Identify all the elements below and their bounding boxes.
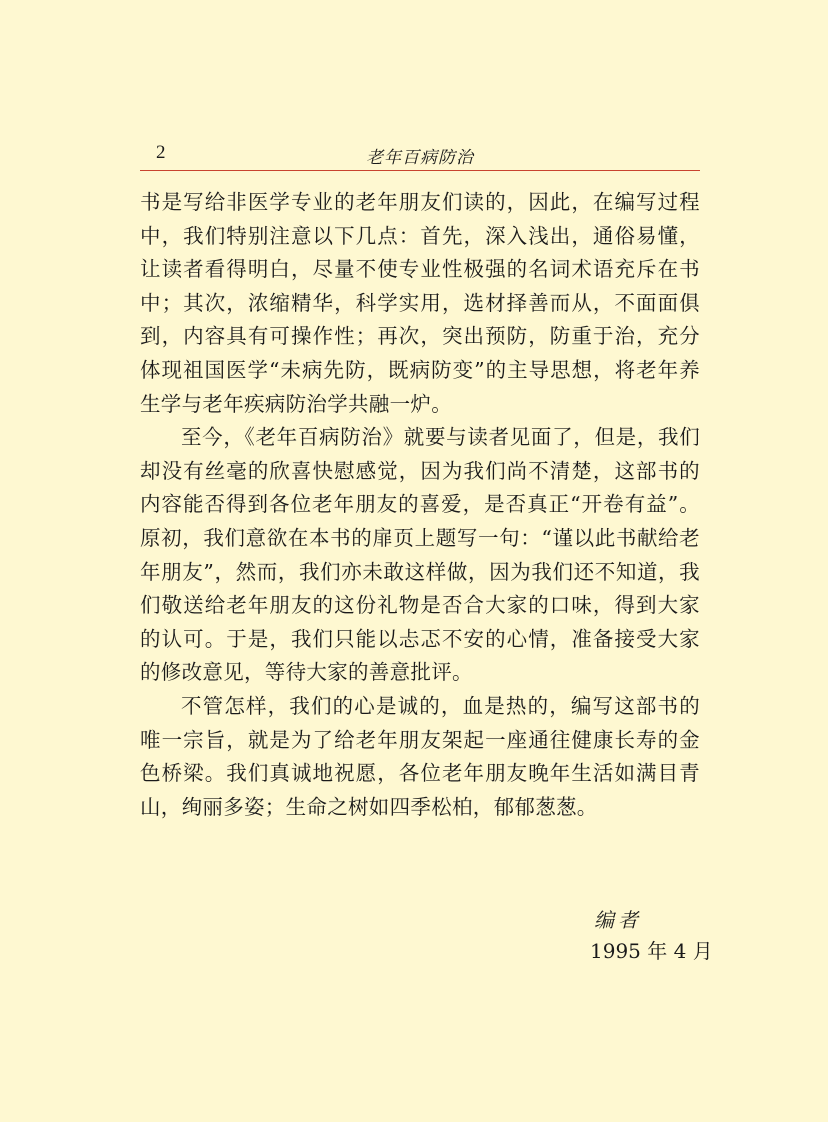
signature-block xyxy=(560,905,720,967)
page-header xyxy=(140,138,700,171)
paragraph: 不管怎样，我们的心是诚的，血是热的，编写这部书的唯一宗旨，就是为了给老年朋友架起一座通往健康长寿的金色桥梁。我们真诚地祝愿，各位老年朋友晚年生活如满目青山，绚丽多姿；生命之树如四季松柏，郁郁葱葱。 xyxy=(140,693,700,819)
body-text xyxy=(140,186,700,824)
paragraph: 书是写给非医学专业的老年朋友们读的，因此，在编写过程中，我们特别注意以下几点：首先，深入浅出，通俗易懂，让读者看得明白，尽量不使专业性极强的名词术语充斥在书中；其次，浓缩精华，科学实用，选材择善而从，不面面俱到，内容具有可操作性；再次，突出预防，防重于治，充分体现祖国医学“未病先防，既病防变”的主导思想，将老年养生学与老年疾病防治学共融一炉。 xyxy=(140,190,700,416)
running-title: 老年百病防治 xyxy=(366,148,474,168)
signature-author: 编者 xyxy=(594,908,642,932)
page-number: 2 xyxy=(156,142,166,163)
paragraph: 至今，《老年百病防治》就要与读者见面了，但是，我们却没有丝毫的欣喜快慰感觉，因为我们尚不清楚，这部书的内容能否得到各位老年朋友的喜爱，是否真正“开卷有益”。原初，我们意欲在本书的扉页上题写一句：“谨以此书献给老年朋友”，然而，我们亦未敢这样做，因为我们还不知道，我们敬送给老年朋友的这份礼物是否合大家的口味，得到大家的认可。于是，我们只能以忐忑不安的心情，准备接受大家的修改意见，等待大家的善意批评。 xyxy=(140,425,700,685)
signature-date: 1995 年 4 月 xyxy=(590,939,713,963)
